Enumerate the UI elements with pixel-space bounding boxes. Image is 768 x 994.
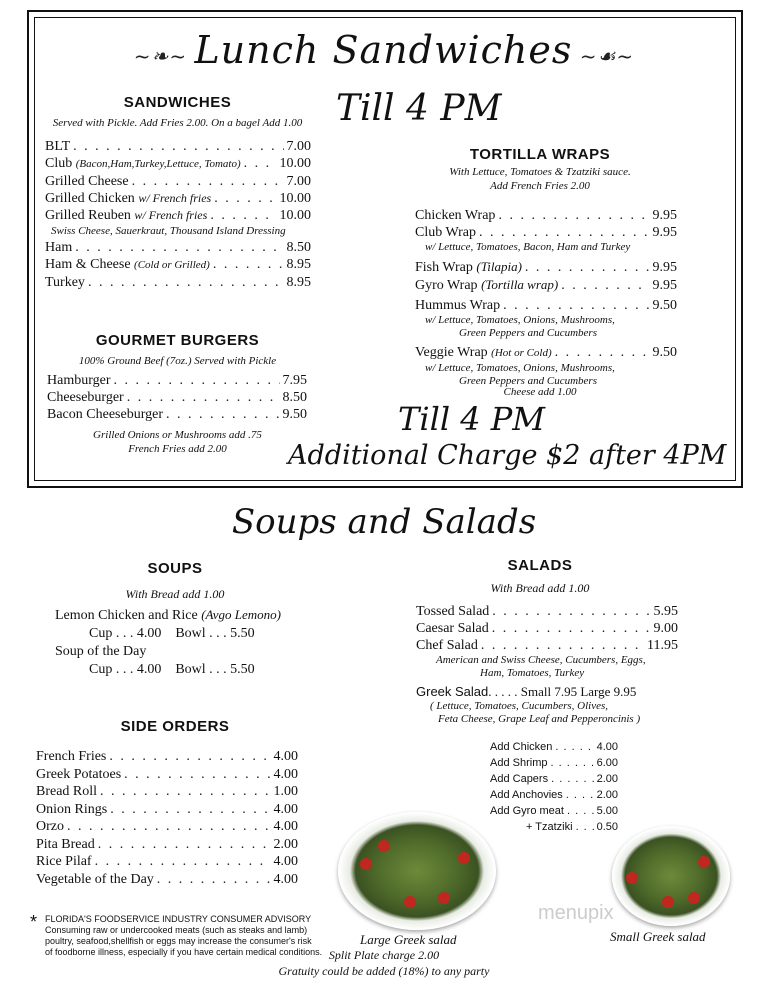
soup-lemon-sizes: Cup . . . 4.00 Bowl . . . 5.50: [89, 626, 255, 641]
hummus-note2: Green Peppers and Cucumbers: [459, 327, 597, 339]
large-salad-caption: Large Greek salad: [360, 932, 457, 947]
menu-item: Hummus Wrap . . . 9.50: [415, 297, 677, 314]
menu-item: Vegetable of the Day . . . 4.00: [36, 871, 298, 889]
sandwiches-note: Served with Pickle. Add Fries 2.00. On a bagel Add 1.00: [52, 117, 303, 129]
burgers-note2: Grilled Onions or Mushrooms add .75: [93, 429, 262, 441]
soups-salads-title: Soups and Salads: [231, 502, 537, 542]
wraps-list: [415, 207, 677, 388]
advisory-star: *: [30, 912, 38, 932]
wraps-note2: Add French Fries 2.00: [490, 180, 590, 192]
menu-item: BLT . . . 7.00: [45, 138, 311, 155]
salads-heading: SALADS: [507, 557, 573, 574]
soups-note: With Bread add 1.00: [125, 587, 225, 601]
salads-list: [416, 603, 678, 726]
menu-item: Hamburger . . . 7.95: [47, 372, 307, 389]
veggie-note: w/ Lettuce, Tomatoes, Onions, Mushrooms,: [425, 362, 615, 374]
menu-item: Rice Pilaf . . . 4.00: [36, 853, 298, 871]
menu-item: Grilled Chicken w/ French fries . . . 10.00: [45, 190, 311, 207]
gratuity-note: Gratuity could be added (18%) to any party: [278, 964, 490, 978]
wraps-heading: TORTILLA WRAPS: [469, 146, 611, 163]
addons-list: [490, 739, 618, 835]
menu-item: Ham . . . 8.50: [45, 239, 311, 256]
menu-item: Cheeseburger . . . 8.50: [47, 389, 307, 406]
menu-item: Club (Bacon,Ham,Turkey,Lettuce, Tomato) . . . 10.00: [45, 155, 311, 173]
menu-item: Chicken Wrap . . . 9.95: [415, 207, 677, 224]
chef-note2: Ham, Tomatoes, Turkey: [480, 667, 585, 679]
advisory-line1: Consuming raw or undercooked meats (such as steaks and lamb): [45, 925, 308, 935]
addon-item: Add Gyro meat . . . 5.00: [490, 803, 618, 819]
sandwiches-heading: SANDWICHES: [123, 94, 232, 111]
burgers-list: [47, 372, 307, 423]
menu-item: Orzo . . . 4.00: [36, 818, 298, 836]
flourish-left-icon: ~❧~: [133, 44, 195, 68]
soups-list: [55, 606, 281, 679]
advisory-title: FLORIDA'S FOODSERVICE INDUSTRY CONSUMER ADVISORY: [45, 914, 312, 924]
menu-item: Club Wrap . . . 9.95: [415, 224, 677, 241]
menu-item: Greek Potatoes . . . 4.00: [36, 766, 298, 784]
small-greek-salad-image: [612, 826, 730, 926]
addon-item: Add Shrimp . . . 6.00: [490, 755, 618, 771]
menu-item: Grilled Reuben w/ French fries . . . 10.00: [45, 207, 311, 224]
reuben-note: Swiss Cheese, Sauerkraut, Thousand Island Dressing: [51, 225, 286, 237]
menu-item: Gyro Wrap (Tortilla wrap) . . . 9.95: [415, 276, 677, 294]
veggie-note2: Green Peppers and Cucumbers: [459, 375, 597, 387]
salads-note: With Bread add 1.00: [490, 581, 590, 595]
till-4pm-top: Till 4 PM: [336, 88, 502, 129]
addon-item: + Tzatziki . . . 0.50: [490, 819, 618, 835]
soups-heading: SOUPS: [147, 560, 203, 577]
sandwiches-list: [45, 138, 311, 291]
wraps-cheese: Cheese add 1.00: [503, 386, 577, 398]
greek-note2: Feta Cheese, Grape Leaf and Pepperoncinis ): [438, 713, 641, 725]
addon-item: Add Anchovies . . . 2.00: [490, 787, 618, 803]
flourish-right-icon: ~☙~: [572, 44, 635, 68]
small-salad-caption: Small Greek salad: [610, 929, 706, 944]
side-orders-heading: SIDE ORDERS: [120, 718, 230, 735]
menu-item: Fish Wrap (Tilapia) . . . 9.95: [415, 258, 677, 276]
greek-salad-row: Greek Salad. . . . . Small 7.95 Large 9.95: [416, 684, 637, 699]
menu-item: Caesar Salad . . . 9.00: [416, 620, 678, 637]
split-plate-note: Split Plate charge 2.00: [328, 948, 440, 962]
menu-item: Veggie Wrap (Hot or Cold) . . . 9.50: [415, 344, 677, 362]
addon-item: Add Capers . . . 2.00: [490, 771, 618, 787]
club-wrap-note: w/ Lettuce, Tomatoes, Bacon, Ham and Turkey: [425, 241, 631, 253]
soup-day-sizes: Cup . . . 4.00 Bowl . . . 5.50: [89, 662, 255, 677]
burgers-note: 100% Ground Beef (7oz.) Served with Pickle: [78, 355, 277, 367]
menu-item: Ham & Cheese (Cold or Grilled) . . . 8.95: [45, 256, 311, 274]
addon-item: Add Chicken . . . 4.00: [490, 739, 618, 755]
side-orders-list: [36, 748, 298, 888]
soup-lemon: Lemon Chicken and Rice (Avgo Lemono): [55, 607, 281, 623]
chef-note1: American and Swiss Cheese, Cucumbers, Eggs,: [436, 654, 646, 666]
large-greek-salad-image: [338, 812, 496, 930]
hummus-note: w/ Lettuce, Tomatoes, Onions, Mushrooms,: [425, 314, 615, 326]
advisory-line3: of foodborne illness, especially if you have certain medical conditions.: [45, 947, 323, 957]
menu-item: Pita Bread . . . 2.00: [36, 836, 298, 854]
greek-note1: ( Lettuce, Tomatoes, Cucumbers, Olives,: [430, 700, 609, 712]
menu-item: Grilled Cheese . . . 7.00: [45, 173, 311, 190]
wraps-note: With Lettuce, Tomatoes & Tzatziki sauce.: [449, 166, 631, 178]
soup-day: Soup of the Day: [55, 644, 147, 659]
advisory-line2: poultry, seafood,shellfish or eggs may increase the consumer's risk: [45, 936, 312, 946]
burgers-note3: French Fries add 2.00: [128, 443, 227, 455]
menu-item: Tossed Salad . . . 5.95: [416, 603, 678, 620]
additional-charge: Additional Charge $2 after 4PM: [288, 440, 727, 471]
menu-item: Bread Roll . . . 1.00: [36, 783, 298, 801]
burgers-heading: GOURMET BURGERS: [95, 332, 260, 349]
lunch-title: Lunch Sandwiches: [194, 28, 573, 72]
menu-item: Bacon Cheeseburger . . . 9.50: [47, 406, 307, 423]
menu-item: Chef Salad . . . 11.95: [416, 637, 678, 654]
lunch-title-block: [0, 28, 768, 72]
watermark: menupix: [538, 902, 614, 924]
till-4pm-bottom: Till 4 PM: [398, 400, 546, 438]
menu-item: Onion Rings . . . 4.00: [36, 801, 298, 819]
menu-item: Turkey . . . 8.95: [45, 274, 311, 291]
menu-item: French Fries . . . 4.00: [36, 748, 298, 766]
